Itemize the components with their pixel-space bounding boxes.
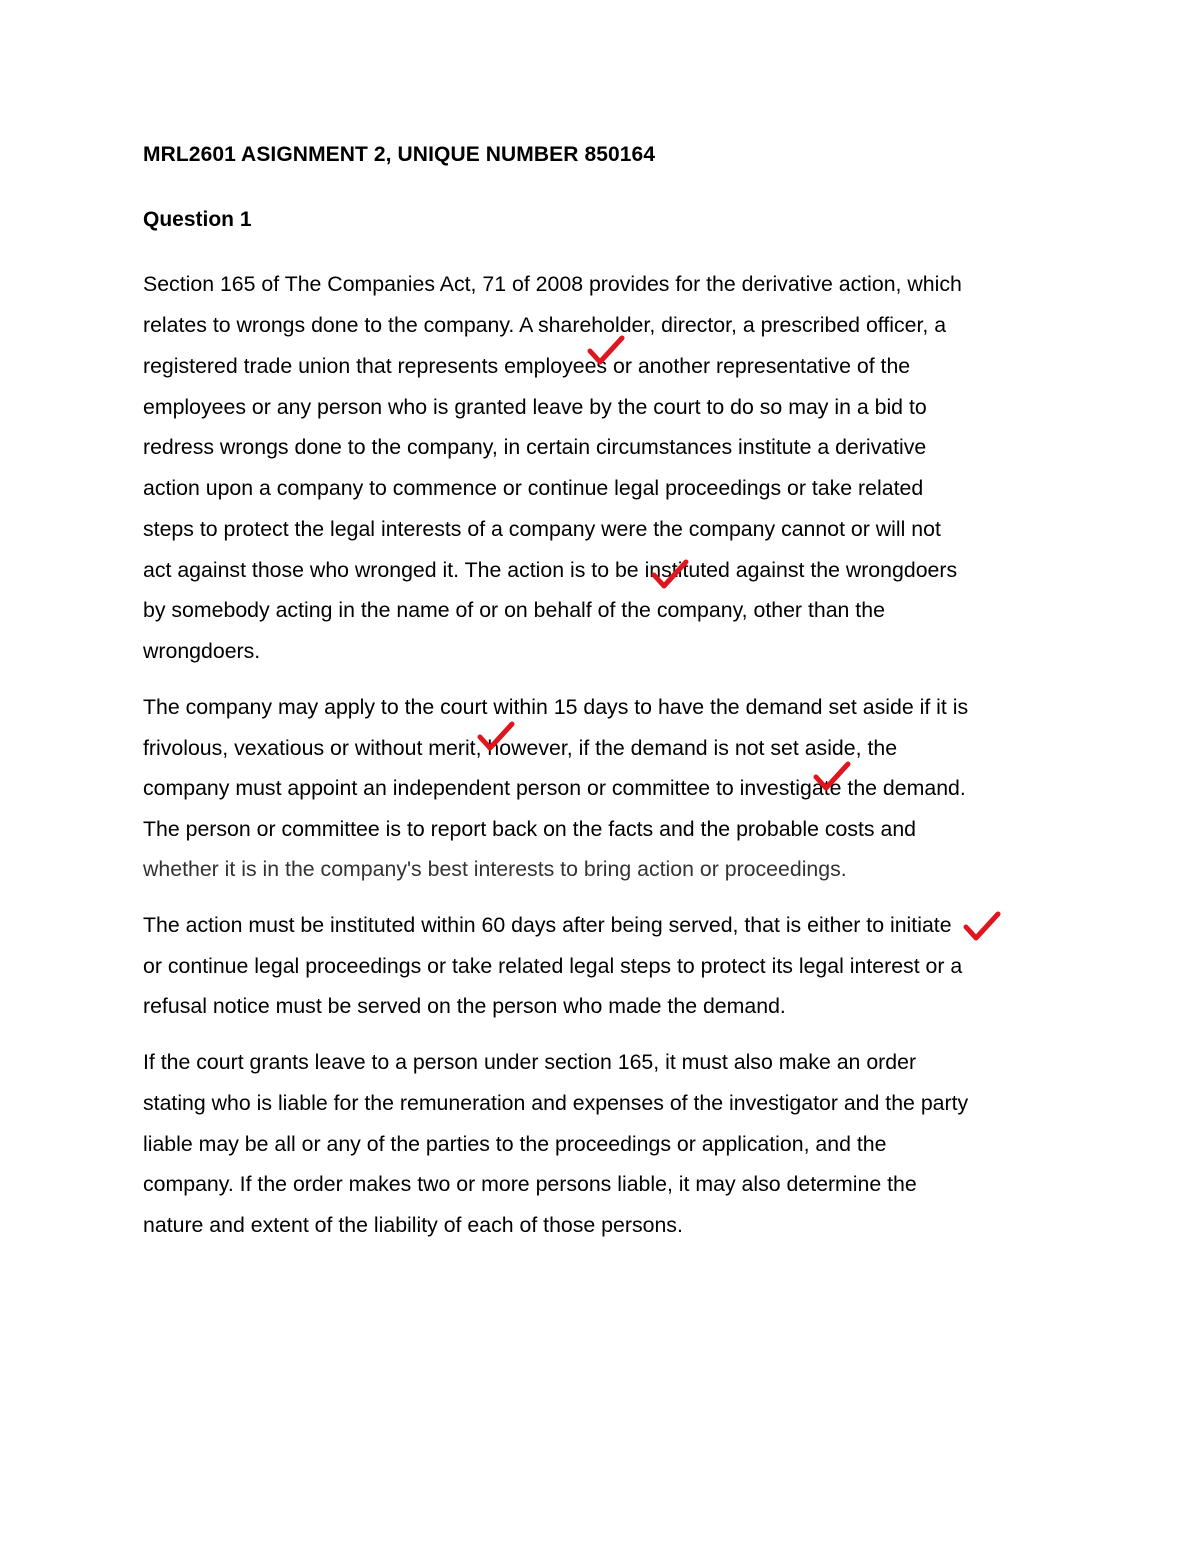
paragraph-line: The person or committee is to report back on the facts and the probable costs and <box>143 817 917 841</box>
paragraph-line: wrongdoers. <box>143 639 261 663</box>
paragraph-line: employees or any person who is granted leave by the court to do so may in a bid to <box>143 395 927 419</box>
paragraph-line: whether it is in the company's best interests to bring action or proceedings. <box>143 857 847 881</box>
checkmark-icon <box>812 760 852 794</box>
paragraph-line: liable may be all or any of the parties to the proceedings or application, and the <box>143 1132 887 1156</box>
paragraph-line: The action must be instituted within 60 days after being served, that is either to initiate <box>143 913 952 937</box>
checkmark-icon <box>586 334 626 368</box>
paragraph-line: action upon a company to commence or continue legal proceedings or take related <box>143 476 924 500</box>
checkmark-icon <box>962 910 1002 944</box>
paragraph-line: steps to protect the legal interests of a company were the company cannot or will not <box>143 517 941 541</box>
checkmark-icon <box>650 558 690 592</box>
paragraph-line: by somebody acting in the name of or on behalf of the company, other than the <box>143 598 885 622</box>
paragraph-line: Section 165 of The Companies Act, 71 of 2008 provides for the derivative action, which <box>143 272 962 296</box>
paragraph-line: registered trade union that represents employees or another representative of the <box>143 354 911 378</box>
checkmark-icon <box>476 720 516 754</box>
paragraph-line: or continue legal proceedings or take related legal steps to protect its legal interest or a <box>143 954 963 978</box>
paragraph-line: nature and extent of the liability of each of those persons. <box>143 1213 683 1237</box>
paragraph-line: stating who is liable for the remuneration and expenses of the investigator and the party <box>143 1091 969 1115</box>
paragraph-line: The company may apply to the court within 15 days to have the demand set aside if it is <box>143 695 969 719</box>
paragraph-line: refusal notice must be served on the person who made the demand. <box>143 994 786 1018</box>
paragraph-line: relates to wrongs done to the company. A shareholder, director, a prescribed officer, a <box>143 313 947 337</box>
paragraph-line: company. If the order makes two or more persons liable, it may also determine the <box>143 1172 917 1196</box>
paragraph-line: redress wrongs done to the company, in certain circumstances institute a derivative <box>143 435 927 459</box>
paragraph-line: act against those who wronged it. The action is to be instituted against the wrongdoers <box>143 558 958 582</box>
document-title: MRL2601 ASIGNMENT 2, UNIQUE NUMBER 850164 <box>143 143 656 166</box>
question-heading: Question 1 <box>143 208 252 231</box>
paragraph-line: company must appoint an independent person or committee to investigate the demand. <box>143 776 966 800</box>
paragraph-line: If the court grants leave to a person under section 165, it must also make an order <box>143 1050 917 1074</box>
paragraph-line: frivolous, vexatious or without merit, however, if the demand is not set aside, the <box>143 736 898 760</box>
